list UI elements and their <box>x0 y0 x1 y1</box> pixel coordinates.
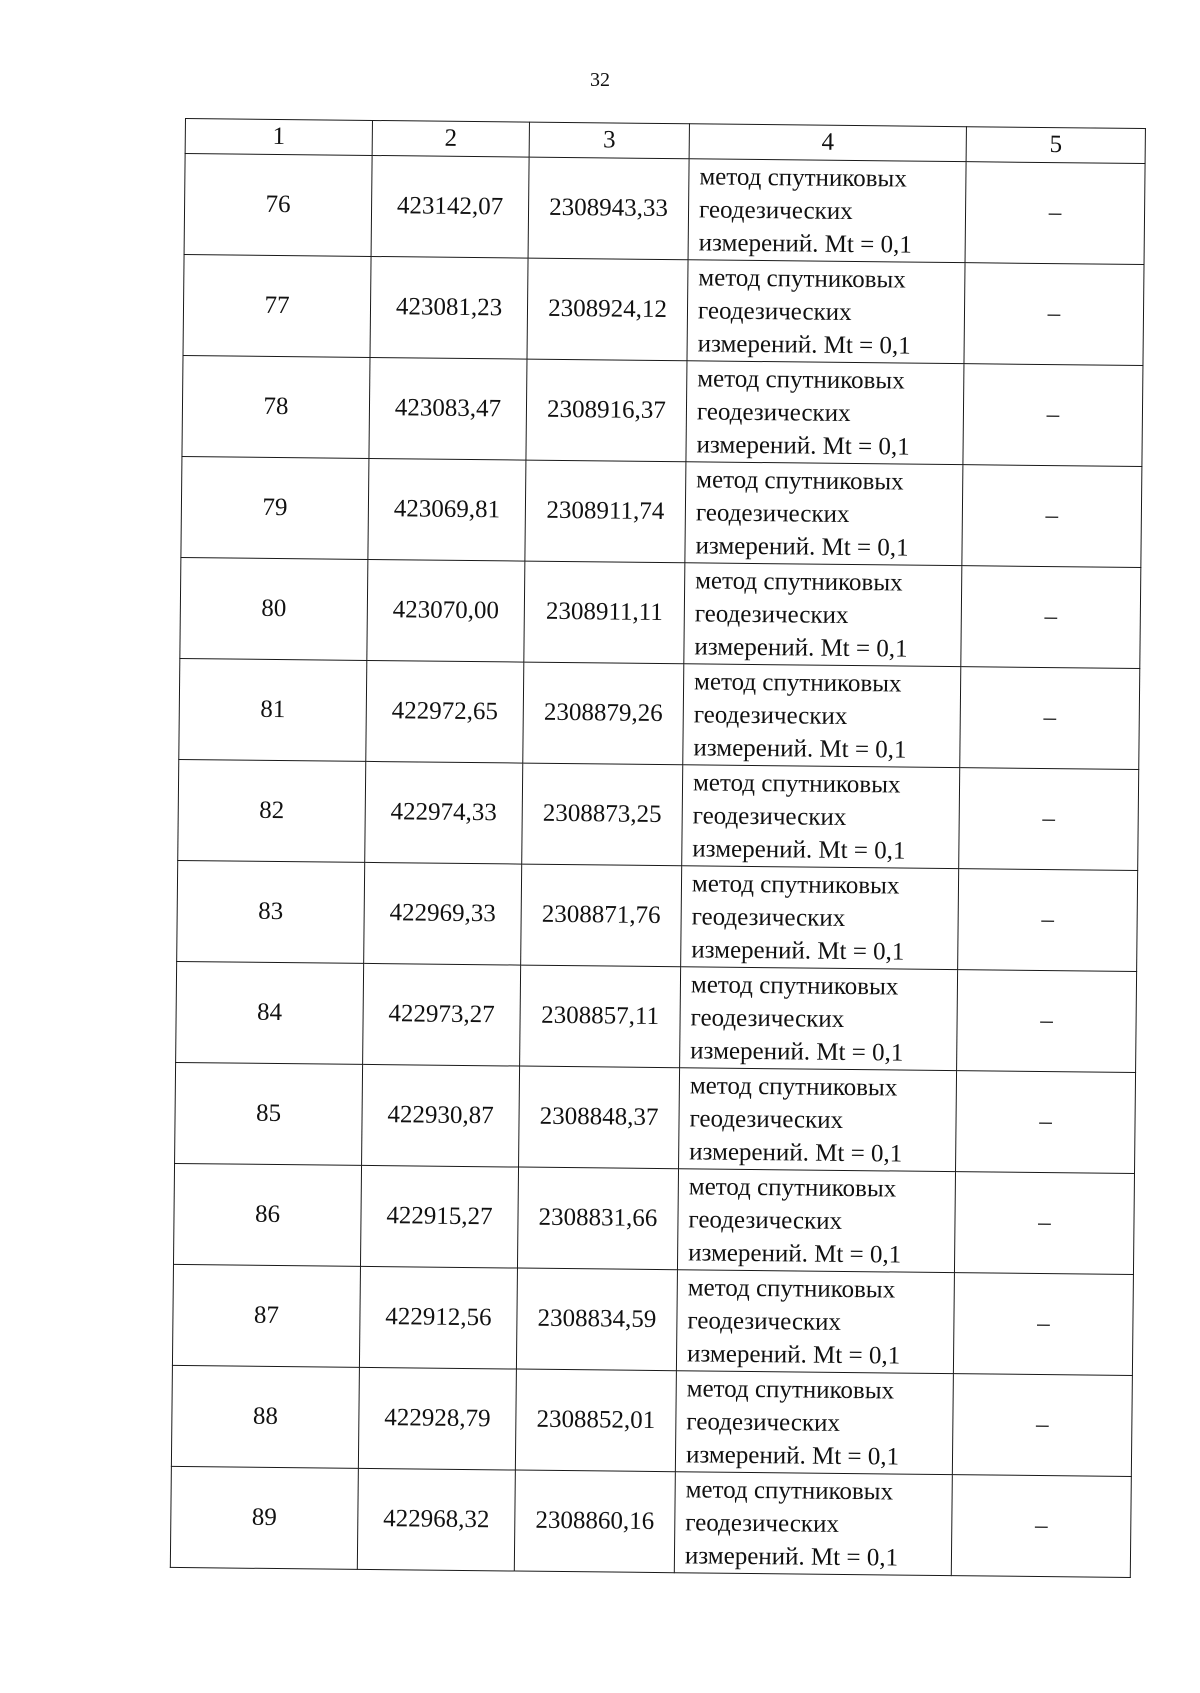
method-line: метод спутниковых <box>685 1475 894 1505</box>
y-coordinate-cell: 2308834,59 <box>516 1268 677 1371</box>
method-line: измерений. Mt = 0,1 <box>689 1137 903 1168</box>
point-number-cell: 86 <box>173 1163 361 1266</box>
method-line: метод спутниковых <box>687 1273 896 1304</box>
method-line: геодезических <box>690 1003 845 1033</box>
note-cell: – <box>958 869 1138 972</box>
table-row <box>172 1264 1133 1375</box>
note-cell: – <box>952 1374 1132 1477</box>
method-line: измерений. Mt = 0,1 <box>692 834 906 865</box>
note-cell: – <box>961 566 1141 669</box>
note-cell: – <box>956 1071 1136 1174</box>
table-row <box>183 254 1144 365</box>
method-line: метод спутниковых <box>689 1071 898 1102</box>
x-coordinate-cell: 422974,33 <box>365 761 523 864</box>
method-line: измерений. Mt = 0,1 <box>694 632 908 663</box>
y-coordinate-cell: 2308831,66 <box>517 1167 678 1270</box>
x-coordinate-cell: 423069,81 <box>368 458 526 561</box>
x-coordinate-cell: 423070,00 <box>367 559 525 662</box>
y-coordinate-cell: 2308924,12 <box>527 258 688 361</box>
note-cell: – <box>959 768 1139 871</box>
column-header-3: 3 <box>529 122 689 159</box>
y-coordinate-cell: 2308911,74 <box>525 460 686 563</box>
y-coordinate-cell: 2308860,16 <box>514 1470 675 1573</box>
point-number-cell: 87 <box>172 1264 360 1367</box>
method-line: метод спутниковых <box>693 667 902 698</box>
method-line: измерений. Mt = 0,1 <box>696 430 910 461</box>
x-coordinate-cell: 423083,47 <box>369 357 527 460</box>
point-number-cell: 81 <box>179 658 367 761</box>
method-cell <box>686 361 964 465</box>
note-cell: – <box>957 970 1137 1073</box>
x-coordinate-cell: 422915,27 <box>360 1165 518 1268</box>
y-coordinate-cell: 2308848,37 <box>519 1066 680 1169</box>
method-line: измерений. Mt = 0,1 <box>688 1238 902 1269</box>
table-row <box>175 1062 1136 1173</box>
y-coordinate-cell: 2308852,01 <box>515 1369 676 1472</box>
method-line: метод спутниковых <box>697 364 905 395</box>
point-number-cell: 83 <box>177 860 365 963</box>
point-number-cell: 80 <box>180 557 368 660</box>
y-coordinate-cell: 2308857,11 <box>520 965 681 1068</box>
method-line: геодезических <box>689 1104 844 1134</box>
table-row <box>171 1365 1132 1476</box>
y-coordinate-cell: 2308911,11 <box>524 561 685 664</box>
method-line: геодезических <box>697 296 852 326</box>
method-line: измерений. Mt = 0,1 <box>697 329 911 360</box>
method-cell <box>679 1068 957 1172</box>
method-line: геодезических <box>687 1306 842 1336</box>
method-line: метод спутниковых <box>695 566 903 597</box>
table-row <box>178 759 1139 870</box>
method-line: измерений. Mt = 0,1 <box>685 1440 900 1471</box>
method-cell <box>683 664 961 768</box>
column-header-4: 4 <box>689 124 966 162</box>
method-cell <box>684 563 962 667</box>
point-number-cell: 88 <box>171 1365 359 1468</box>
method-line: измерений. Mt = 0,1 <box>686 1339 901 1370</box>
table-row <box>184 154 1145 265</box>
method-line: измерений. Mt = 0,1 <box>691 935 905 966</box>
point-number-cell: 77 <box>183 254 371 357</box>
note-cell: – <box>960 667 1140 770</box>
method-cell <box>685 462 963 566</box>
method-line: метод спутниковых <box>698 263 906 294</box>
method-line: геодезических <box>698 195 853 225</box>
column-header-5: 5 <box>966 127 1145 164</box>
note-cell: – <box>962 465 1142 568</box>
method-line: геодезических <box>696 397 851 427</box>
x-coordinate-cell: 422968,32 <box>357 1468 515 1571</box>
note-cell: – <box>954 1172 1134 1275</box>
method-line: геодезических <box>688 1205 843 1235</box>
y-coordinate-cell: 2308871,76 <box>521 864 682 967</box>
point-number-cell: 79 <box>181 456 369 559</box>
method-line: метод спутниковых <box>686 1374 895 1404</box>
point-number-cell: 78 <box>182 355 370 458</box>
table-row <box>182 355 1143 466</box>
note-cell: – <box>951 1475 1131 1578</box>
method-cell <box>676 1270 954 1374</box>
table-row <box>177 860 1138 971</box>
method-line: геодезических <box>694 599 849 629</box>
method-cell <box>675 1371 953 1475</box>
x-coordinate-cell: 423081,23 <box>370 256 528 359</box>
y-coordinate-cell: 2308873,25 <box>522 763 683 866</box>
x-coordinate-cell: 422972,65 <box>366 660 524 763</box>
table-row <box>173 1163 1134 1274</box>
method-line: метод спутниковых <box>690 970 899 1001</box>
column-header-2: 2 <box>372 120 529 157</box>
table-row <box>180 557 1141 668</box>
table-row <box>179 658 1140 769</box>
method-line: метод спутниковых <box>696 465 904 496</box>
method-cell <box>682 765 960 869</box>
point-number-cell: 89 <box>170 1466 358 1569</box>
point-number-cell: 76 <box>184 154 372 257</box>
method-line: метод спутниковых <box>699 162 907 193</box>
coordinates-table <box>170 118 1146 1578</box>
table-row <box>176 961 1137 1072</box>
method-cell <box>680 967 958 1071</box>
table-row <box>181 456 1142 567</box>
point-number-cell: 82 <box>178 759 366 862</box>
x-coordinate-cell: 422973,27 <box>363 963 521 1066</box>
x-coordinate-cell: 422969,33 <box>364 862 522 965</box>
note-cell: – <box>964 263 1144 366</box>
method-line: геодезических <box>686 1407 841 1437</box>
page-number: 32 <box>590 69 610 91</box>
method-cell <box>687 260 965 364</box>
x-coordinate-cell: 422930,87 <box>362 1064 520 1167</box>
method-line: измерений. Mt = 0,1 <box>690 1036 904 1067</box>
y-coordinate-cell: 2308943,33 <box>528 157 689 260</box>
method-line: геодезических <box>695 498 850 528</box>
x-coordinate-cell: 422912,56 <box>359 1266 517 1369</box>
note-cell: – <box>953 1273 1133 1376</box>
note-cell: – <box>965 162 1145 265</box>
method-cell <box>674 1472 952 1576</box>
method-line: геодезических <box>693 700 848 730</box>
method-line: геодезических <box>685 1508 840 1538</box>
point-number-cell: 85 <box>175 1062 363 1165</box>
method-line: измерений. Mt = 0,1 <box>698 228 912 259</box>
table-body <box>170 154 1145 1578</box>
note-cell: – <box>963 364 1143 467</box>
table-row <box>170 1466 1131 1577</box>
x-coordinate-cell: 423142,07 <box>371 155 529 258</box>
y-coordinate-cell: 2308879,26 <box>523 662 684 765</box>
method-line: метод спутниковых <box>692 768 901 799</box>
x-coordinate-cell: 422928,79 <box>358 1367 516 1470</box>
method-line: измерений. Mt = 0,1 <box>695 531 909 562</box>
point-number-cell: 84 <box>176 961 364 1064</box>
method-line: геодезических <box>691 902 846 932</box>
method-line: метод спутниковых <box>688 1172 897 1203</box>
method-line: геодезических <box>692 801 847 831</box>
method-cell <box>688 159 966 263</box>
y-coordinate-cell: 2308916,37 <box>526 359 687 462</box>
method-cell <box>677 1169 955 1273</box>
method-line: метод спутниковых <box>691 869 900 900</box>
method-cell <box>681 866 959 970</box>
method-line: измерений. Mt = 0,1 <box>693 733 907 764</box>
method-line: измерений. Mt = 0,1 <box>684 1541 899 1572</box>
column-header-1: 1 <box>185 119 372 156</box>
